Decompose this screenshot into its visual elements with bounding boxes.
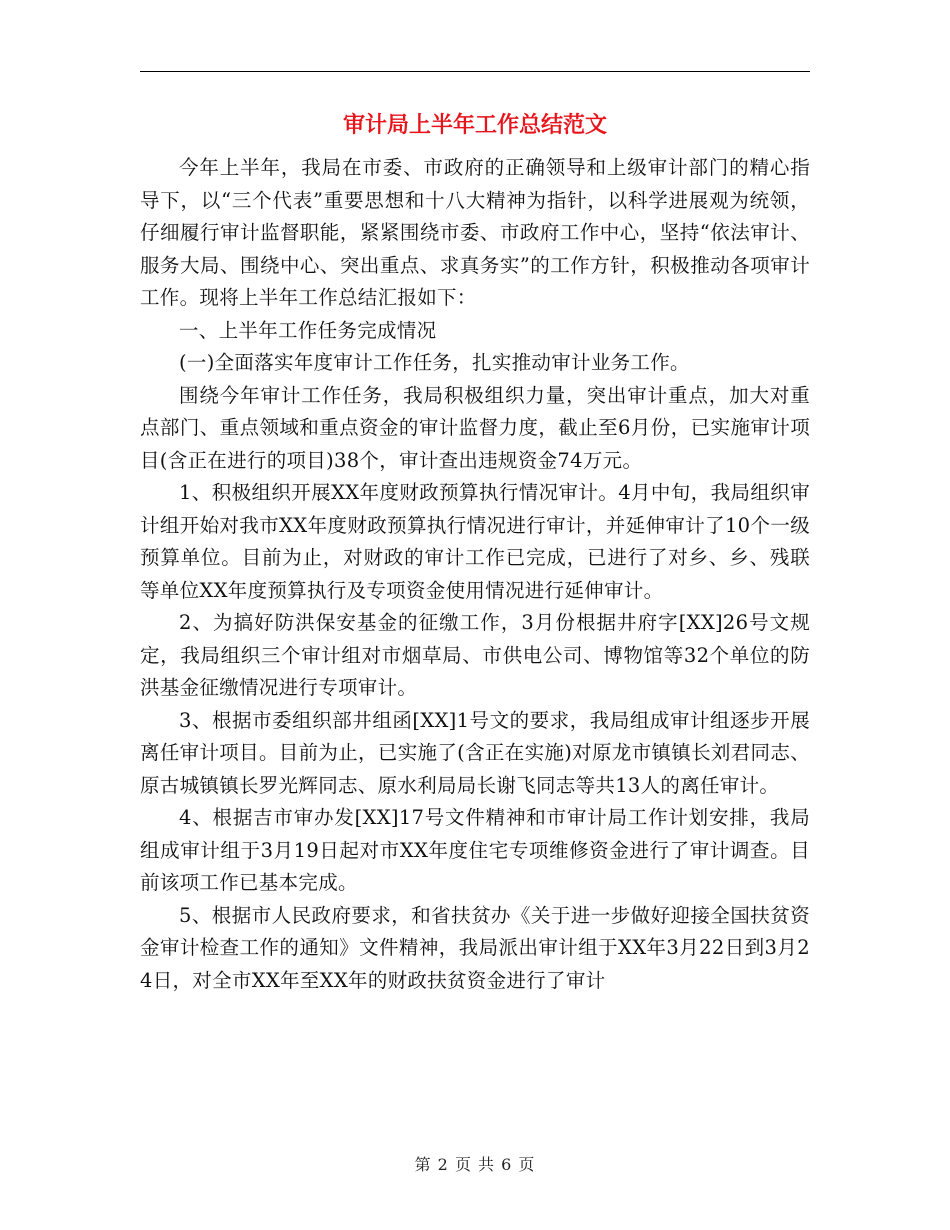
paragraph-intro: 今年上半年，我局在市委、市政府的正确领导和上级审计部门的精心指导下，以“三个代表”重要思想和十八大精神为指针，以科学进展观为统领，仔细履行审计监督职能，紧紧围绕市委、市政府工作中心，坚持“依法审计、服务大局、围绕中心、突出重点、求真务实”的工作方针，积极推动各项审计工作。现将上半年工作总结汇报如下： <box>140 156 810 309</box>
paragraph-subsection-heading: (一)全面落实年度审计工作任务，扎实推动审计业务工作。 <box>179 351 690 374</box>
page-number-footer: 第 2 页 共 6 页 <box>414 1155 536 1174</box>
paragraph-section-heading: 一、上半年工作任务完成情况 <box>179 318 437 342</box>
paragraph-overview: 围绕今年审计工作任务，我局积极组织力量，突出审计重点，加大对重点部门、重点领域和重点资金的审计监督力度，截止至6月份，已实施审计项目(含正在进行的项目)38个，审计查出违规资金74万元。 <box>140 383 810 472</box>
paragraph-item-1: 1、积极组织开展XX年度财政预算执行情况审计。4月中旬，我局组织审计组开始对我市XX年度财政预算执行情况进行审计，并延伸审计了10个一级预算单位。目前为止，对财政的审计工作已完成，已进行了对乡、乡、残联等单位XX年度预算执行及专项资金使用情况进行延伸审计。 <box>140 481 810 602</box>
document-title: 审计局上半年工作总结范文 <box>342 113 607 138</box>
header-rule <box>140 71 810 72</box>
paragraph-item-3: 3、根据市委组织部井组函[XX]1号文的要求，我局组成审计组逐步开展离任审计项目。目前为止，已实施了(含正在实施)对原龙市镇镇长刘君同志、原古城镇镇长罗光辉同志、原水利局局长谢飞同志等共13人的离任审计。 <box>140 708 810 797</box>
paragraph-item-4: 4、根据吉市审办发[XX]17号文件精神和市审计局工作计划安排，我局组成审计组于3月19日起对市XX年度住宅专项维修资金进行了审计调查。目前该项工作已基本完成。 <box>140 806 810 894</box>
paragraph-item-2: 2、为搞好防洪保安基金的征缴工作，3月份根据井府字[XX]26号文规定，我局组织三个审计组对市烟草局、市供电公司、博物馆等32个单位的防洪基金征缴情况进行专项审计。 <box>140 611 810 699</box>
document-body <box>140 152 810 997</box>
paragraph-item-5: 5、根据市人民政府要求，和省扶贫办《关于进一步做好迎接全国扶贫资金审计检查工作的通知》文件精神，我局派出审计组于XX年3月22日到3月24日，对全市XX年至XX年的财政扶贫资金进行了审计 <box>140 903 810 992</box>
